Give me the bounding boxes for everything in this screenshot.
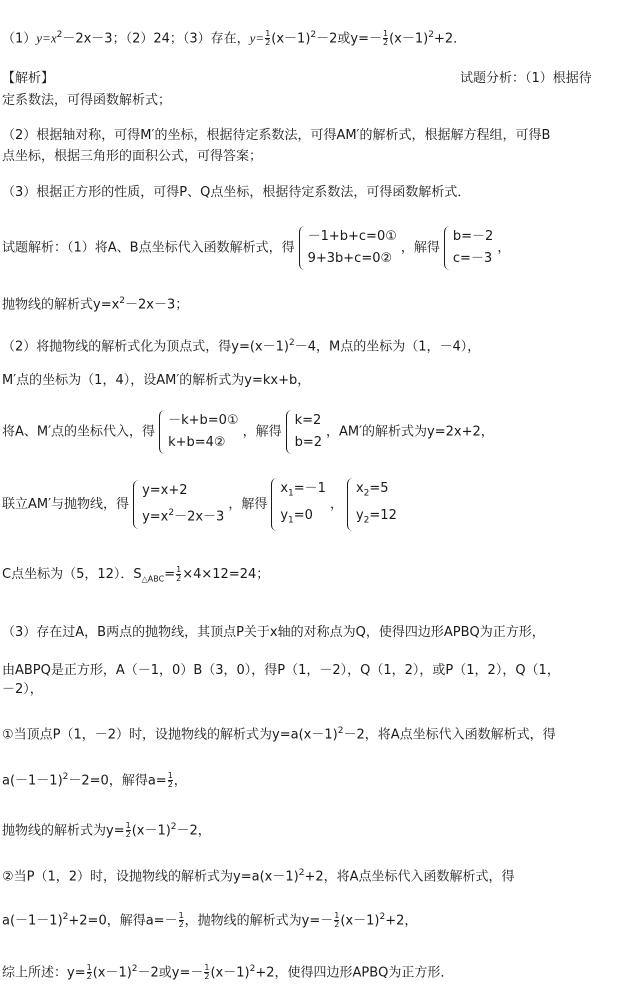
case2-line: ②当P（1，2）时，设抛物线的解析式为$y=a(x-1)^2+2$，将A点坐标代入函数解析式，得 xyxy=(2,868,515,885)
equation-system: －k+b=0① k+b=4② xyxy=(159,410,239,454)
answer-line: $(1)y=x^2-2x-3$；（2）24；（3）存在，y= $\frac{1}{2}$ $(x-1)^2-2$或y=－ $\frac{1}{2}$ $(x-1)^2+2$． xyxy=(2,29,467,48)
solution-system-2: $x_2=5$ $y_2=12$ xyxy=(347,478,397,531)
am-prime-system: 将A、M′点的坐标代入，得 －k+b=0① k+b=4② ，解得 k=2 b=2 ，AM′的解析式为y=2x+2， xyxy=(2,410,494,455)
part3-statement: （3）存在过A，B两点的抛物线，其顶点P关于x轴的对称点为Q，使得四边形APBQ为正方形， xyxy=(2,625,545,640)
vertex-form-line: （2）将抛物线的解析式化为顶点式，得$y=(x-1)^2-4$，M点的坐标为（1，－4）， xyxy=(2,338,481,355)
intersection-system: 联立AM′与抛物线，得 y=x+2 $y=x^2-2x-3$ ，解得 $x_1=-1$ $y_1=0$ ， $x_2=5$ $y_2=12$ xyxy=(2,478,401,531)
case2-solve: $a(-1-1)^2+2=0$，解得a=－ $\frac{1}{2}$ ，抛物线的解析式为y=－ $\frac{1}{2}$ $(x-1)^2+2$， xyxy=(2,911,418,930)
analysis-heading: 【解析】 xyxy=(2,71,55,86)
fraction-half: $\frac{1}{2}$ xyxy=(265,29,271,48)
equation-system: y=x+2 $y=x^2-2x-3$ xyxy=(133,480,224,528)
fraction-half: $\frac{1}{2}$ xyxy=(334,911,340,930)
fraction-half: $\frac{1}{2}$ xyxy=(176,565,182,583)
solution-system: b=－2 c=－3 xyxy=(444,226,493,270)
solution-system-1: $x_1=-1$ $y_1=0$ xyxy=(271,478,326,531)
equation-system: －1+b+c=0① 9+3b+c=0② xyxy=(299,226,397,270)
case1-line: ①当顶点P（1，－2）时，设抛物线的解析式为$y=a(x-1)^2-2$，将A点坐标代入函数解析式，得 xyxy=(2,726,556,743)
solution-part1: 试题解析：（1）将A、B点坐标代入函数解析式，得 －1+b+c=0① 9+3b+c=0② ，解得 b=－2 c=－3 ， xyxy=(2,226,510,271)
square-condition-cont: －2）， xyxy=(2,682,43,697)
case1-result: 抛物线的解析式为y= $\frac{1}{2}$ $(x-1)^2-2$， xyxy=(2,821,211,840)
parabola-expression: 抛物线的解析式$y=x^2-2x-3$； xyxy=(2,296,189,313)
square-condition: 由ABPQ是正方形，A（－1，0）B（3，0），得P（1，－2），Q（1，2），或P（1，2），Q（1， xyxy=(2,663,560,678)
conclusion-line: 综上所述：y= $\frac{1}{2}$ $(x-1)^2-2$或y=－ $\frac{1}{2}$ $(x-1)^2+2$，使得四边形APBQ为正方形． xyxy=(2,963,454,982)
fraction-half: $\frac{1}{2}$ xyxy=(167,771,173,790)
analysis-line-4: （3）根据正方形的性质，可得P、Q点坐标，根据待定系数法，可得函数解析式． xyxy=(2,185,471,200)
point-c-line: C点坐标为（5，12）．$S_{\triangle ABC}=$ $\frac{1}{2}$ ×4×12=24； xyxy=(2,565,270,584)
fraction-half: $\frac{1}{2}$ xyxy=(204,963,210,982)
fraction-half: $\frac{1}{2}$ xyxy=(383,29,389,48)
analysis-line-2: （2）根据轴对称，可得M′的坐标，根据待定系数法，可得AM′的解析式，根据解方程组，可得B xyxy=(2,128,551,143)
analysis-line-1: 定系数法，可得函数解析式； xyxy=(2,93,172,108)
m-prime-line: M′点的坐标为（1，4），设AM′的解析式为y=kx+b， xyxy=(2,373,311,388)
fraction-half: $\frac{1}{2}$ xyxy=(86,963,92,982)
solution-system: k=2 b=2 xyxy=(286,410,322,454)
analysis-intro: 试题分析：（1）根据待 xyxy=(460,71,592,86)
analysis-line-3: 点坐标，根据三角形的面积公式，可得答案； xyxy=(2,149,263,164)
fraction-half: $\frac{1}{2}$ xyxy=(178,911,184,930)
fraction-half: $\frac{1}{2}$ xyxy=(125,821,131,840)
case1-solve: $a(-1-1)^2-2=0$，解得a= $\frac{1}{2}$ ， xyxy=(2,771,187,790)
